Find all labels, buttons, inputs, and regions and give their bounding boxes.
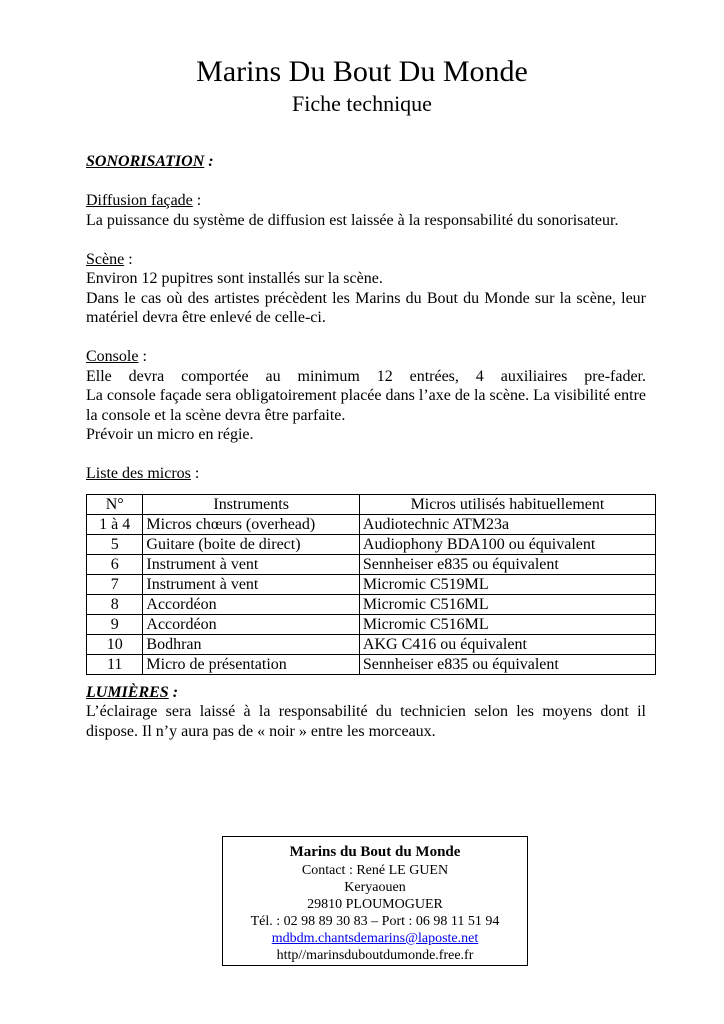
table-row: [87, 654, 656, 674]
scene-heading-suffix: :: [124, 250, 133, 268]
cell-micro: Audiotechnic ATM23a: [359, 514, 655, 534]
sonorisation-heading: SONORISATION: [86, 153, 205, 170]
diffusion-heading: Diffusion façade: [86, 192, 193, 209]
table-row: [87, 574, 656, 594]
table-header-row: [87, 494, 656, 514]
console-heading-line: [86, 347, 646, 367]
console-text-3: Prévoir un micro en régie.: [86, 426, 254, 443]
contact-place: Keryaouen: [344, 880, 406, 895]
sonorisation-heading-line: [86, 152, 646, 172]
table-row: [87, 614, 656, 634]
liste-heading-suffix: :: [190, 465, 200, 482]
liste-heading: Liste des micros: [86, 465, 191, 482]
cell-micro: Micromic C516ML: [359, 594, 655, 614]
cell-number: 8: [87, 594, 143, 614]
cell-instrument: Micros chœurs (overhead): [143, 514, 360, 534]
micros-table: [86, 494, 656, 675]
contact-website: http//marinsduboutdumonde.free.fr: [276, 948, 474, 963]
cell-instrument: Accordéon: [143, 594, 360, 614]
console-text-1: Elle devra comportée au minimum 12 entrées, 4 auxiliaires pre-fader.: [86, 367, 646, 385]
table-row: [87, 534, 656, 554]
cell-instrument: Guitare (boite de direct): [143, 534, 360, 554]
liste-heading-line: [86, 464, 646, 484]
cell-instrument: Bodhran: [143, 634, 360, 654]
cell-micro: Sennheiser e835 ou équivalent: [359, 554, 655, 574]
cell-micro: Micromic C516ML: [359, 614, 655, 634]
header-micros: Micros utilisés habituellement: [359, 494, 655, 514]
diffusion-text: La puissance du système de diffusion est laissée à la responsabilité du sonorisateur.: [86, 211, 619, 229]
cell-micro: Micromic C519ML: [359, 574, 655, 594]
cell-number: 9: [87, 614, 143, 634]
diffusion-heading-line: [86, 191, 646, 211]
table-row: [87, 514, 656, 534]
sonorisation-heading-suffix: :: [204, 153, 214, 170]
contact-email-link[interactable]: mdbdm.chantsdemarins@laposte.net: [271, 931, 479, 946]
cell-micro: Sennheiser e835 ou équivalent: [359, 654, 655, 674]
cell-instrument: Instrument à vent: [143, 574, 360, 594]
console-text-2: La console façade sera obligatoirement placée dans l’axe de la scène. La visibilité entre la console et la scène devra être parfaite.: [86, 387, 646, 424]
cell-number: 11: [87, 654, 143, 674]
cell-instrument: Instrument à vent: [143, 554, 360, 574]
lumieres-text: L’éclairage sera laissé à la responsabilité du technicien selon les moyens dont il dispose. Il n’y aura pas de « noir » entre les morceaux.: [86, 703, 646, 740]
document-subtitle: Fiche technique: [292, 91, 432, 116]
cell-micro: Audiophony BDA100 ou équivalent: [359, 534, 655, 554]
document-title: Marins Du Bout Du Monde: [196, 55, 528, 88]
contact-phones: Tél. : 02 98 89 30 83 – Port : 06 98 11 51 94: [250, 914, 500, 929]
scene-heading: Scène: [86, 250, 125, 268]
scene-text-1: Environ 12 pupitres sont installés sur la scène.: [86, 270, 383, 287]
table-row: [87, 634, 656, 654]
table-row: [87, 594, 656, 614]
cell-micro: AKG C416 ou équivalent: [359, 634, 655, 654]
scene-heading-line: [86, 250, 646, 270]
header-number: N°: [87, 494, 143, 514]
lumieres-heading-suffix: :: [168, 683, 179, 701]
contact-box: [222, 836, 528, 966]
cell-number: 5: [87, 534, 143, 554]
cell-number: 10: [87, 634, 143, 654]
cell-number: 1 à 4: [87, 514, 143, 534]
cell-number: 7: [87, 574, 143, 594]
console-heading-suffix: :: [138, 348, 147, 365]
scene-text-2: Dans le cas où des artistes précèdent les Marins du Bout du Monde sur la scène, leur matériel devra être enlevé de celle-ci.: [86, 289, 646, 326]
lumieres-heading: LUMIÈRES: [86, 683, 169, 701]
contact-city: 29810 PLOUMOGUER: [307, 897, 443, 912]
contact-org: Marins du Bout du Monde: [289, 844, 461, 860]
header-instruments: Instruments: [143, 494, 360, 514]
lumieres-heading-line: [86, 683, 646, 703]
cell-instrument: Accordéon: [143, 614, 360, 634]
document-body: [86, 152, 646, 741]
diffusion-heading-suffix: :: [192, 192, 202, 209]
console-heading: Console: [86, 348, 139, 365]
cell-instrument: Micro de présentation: [143, 654, 360, 674]
table-row: [87, 554, 656, 574]
contact-person: Contact : René LE GUEN: [301, 863, 449, 878]
cell-number: 6: [87, 554, 143, 574]
